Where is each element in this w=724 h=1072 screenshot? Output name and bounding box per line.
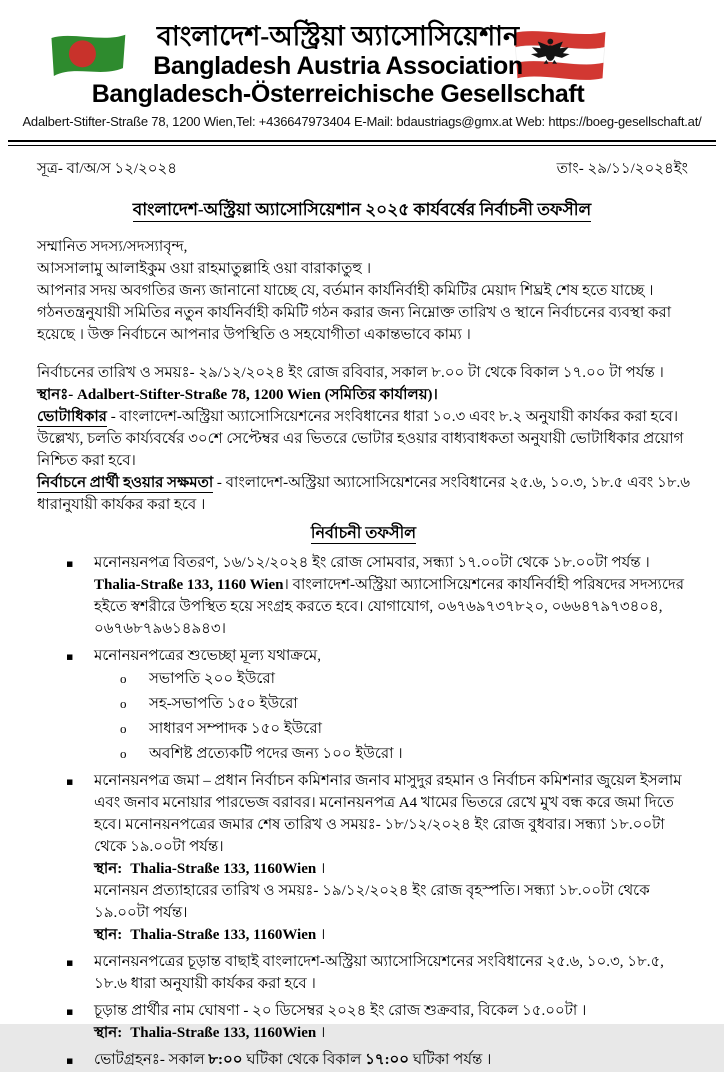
candidacy-text: - বাংলাদেশ-অস্ট্রিয়া অ্যাসোসিয়েশনের সংবিধানের ২৫.৬, ১০.৩, ১৮.৫ এবং ১৮.৬ ধারানুযায়ী কার্যকর করা হবে । bbox=[37, 475, 690, 513]
distribution-text: । বাংলাদেশ-অস্ট্রিয়া অ্যাসোসিয়েশনের কার্যনির্বাহী পরিষদের সদস্যদের হইতে স্বশরীরে উপস্থিত হয়ে সংগ্রহ করতে হবে। যোগাযোগ, ০৬৭৬৯৭৩৭৮২০, ০৬৬৪৭৯৭৩৪০৪, ০৬৭৬৮৭৯৬১৪৯৪৩। bbox=[94, 577, 685, 637]
reference-number: সূত্র- বা/অ/স ১২/২০২৪ bbox=[37, 161, 178, 177]
list-item-fees bbox=[64, 645, 690, 765]
announcement-text: ▪ চূড়ান্ত প্রার্থীর নাম ঘোষণা - ২০ ডিসেম্বর ২০২৪ ইং রোজ শুক্রবার, বিকেল ১৫.০০টা । bbox=[94, 1003, 587, 1019]
org-title-english: Bangladesh Austria Association bbox=[153, 52, 523, 80]
venue-address: Adalbert-Stifter-Straße 78, 1200 Wien bbox=[76, 387, 321, 403]
election-datetime: নির্বাচনের তারিখ ও সময়ঃ- ২৯/১২/২০২৪ ইং রোজ রবিবার, সকাল ৮.০০ টা থেকে বিকাল ১৭.০০ টা পর্যন্ত । bbox=[37, 365, 664, 381]
voting-rights-label: ভোটাধিকার bbox=[37, 409, 107, 425]
submission-venue: স্থান: Thalia-Straße 133, 1160Wien । bbox=[94, 861, 326, 877]
scrutiny-text: ▪ মনোনয়নপত্রের চূড়ান্ত বাছাই বাংলাদেশ-অস্ট্রিয়া অ্যাসোসিয়েশনের সংবিধানের ২৫.৬, ১০.৩, ১৮.৫, ১৮.৬ ধারা অনুযায়ী কার্যকর করা হবে । bbox=[94, 954, 664, 992]
schedule-heading: নির্বাচনী তফসীল bbox=[310, 525, 417, 542]
fees-sublist bbox=[94, 668, 690, 765]
polling-start-time: ৮:০০ bbox=[208, 1052, 243, 1068]
list-item-submission bbox=[64, 770, 690, 946]
schedule-list bbox=[37, 552, 690, 1071]
list-item-distribution bbox=[64, 552, 690, 640]
letterhead-divider bbox=[8, 140, 716, 146]
meta-row bbox=[0, 150, 724, 180]
list-item-scrutiny bbox=[64, 951, 690, 995]
org-address-line: Adalbert-Stifter-Straße 78, 1200 Wien,Tel: +436647973404 E-Mail: bdaustriags@gmx.at Web: https://boeg-gesellschaft.at/ bbox=[22, 114, 702, 129]
letterhead bbox=[0, 0, 724, 150]
fees-intro: ▪ মনোনয়নপত্রের শুভেচ্ছা মূল্য যথাক্রমে, bbox=[94, 648, 322, 664]
voting-rights-text: - বাংলাদেশ-অস্ট্রিয়া অ্যাসোসিয়েশনের সংবিধানের ধারা ১০.৩ এবং ৮.২ অনুযায়ী কার্যকর করা হবে। উল্লেখ্য, চলতি কার্য্যবর্ষের ৩০শে সেপ্টেম্বর এর ভিতরে ভোটার হওয়ার বাধ্যবাধকতা অনুযায়ী ভোটাধিকার প্রয়োগ নিশ্চিত করা হবে। bbox=[37, 409, 684, 469]
salutation: সম্মানিত সদস্য/সদস্যাবৃন্দ, bbox=[37, 239, 188, 255]
venue-label: স্থানঃ- bbox=[37, 387, 74, 403]
submission-text: ▪ মনোনয়নপত্র জমা – প্রধান নির্বাচন কমিশনার জনাব মাসুদুর রহমান ও নির্বাচন কমিশনার জুয়েল ইসলাম এবং জনাব মনোয়ার পারভেজ বরাবর। মনোনয়নপত্র A4 খামের ভিতরে রেখে মুখ বন্ধ করে জমা দিতে হবে। মনোনয়নপত্রের জমার শেষ তারিখ ও সময়ঃ- ১৮/১২/২০২৪ ইং রোজ বুধবার। সন্ধ্যা ১৮.০০টা থেকে ১৯.০০টা পর্যন্ত। bbox=[94, 773, 682, 855]
withdrawal-venue: স্থান: Thalia-Straße 133, 1160Wien । bbox=[94, 927, 326, 943]
document-title: বাংলাদেশ-অস্ট্রিয়া অ্যাসোসিয়েশান ২০২৫ কার্যবর্ষের নির্বাচনী তফসীল bbox=[0, 198, 724, 222]
letter-body bbox=[0, 236, 724, 1071]
letter-date: তাং- ২৯/১১/২০২৪ইং bbox=[556, 161, 688, 177]
announcement-venue: স্থান: Thalia-Straße 133, 1160Wien । bbox=[94, 1025, 326, 1041]
intro-paragraph: আপনার সদয় অবগতির জন্য জানানো যাচ্ছে যে, বর্তমান কার্যনির্বাহী কমিটির মেয়াদ শিঘ্রই শেষ হতে যাচ্ছে । গঠনতন্ত্রনুযায়ী সমিতির নতুন কার্যনির্বাহী কমিটি গঠন করার জন্য নিম্নোক্ত তারিখ ও স্থানে নির্বাচনের ব্যবস্থা করা হয়েছে । উক্ত নির্বাচনে আপনার উপস্থিতি ও সহযোগীতা একান্তভাবে কাম্য । bbox=[37, 283, 672, 343]
candidacy-label: নির্বাচনে প্রার্থী হওয়ার সক্ষমতা bbox=[37, 475, 214, 491]
spacer bbox=[37, 346, 690, 362]
list-item: o সভাপতি ২০০ ইউরো bbox=[120, 668, 690, 690]
candidacy bbox=[37, 472, 690, 516]
distribution-line2 bbox=[94, 574, 690, 640]
org-title-german: Bangladesch-Österreichische Gesellschaft bbox=[91, 80, 585, 108]
org-title-bengali: বাংলাদেশ-অস্ট্রিয়া অ্যাসোসিয়েশান bbox=[156, 21, 520, 51]
withdrawal-text: মনোনয়ন প্রত্যাহারের তারিখ ও সময়ঃ- ১৯/১২/২০২৪ ইং রোজ বৃহস্পতি। সন্ধ্যা ১৮.০০টা থেকে ১৯.০০টা পর্যন্ত। bbox=[94, 883, 650, 921]
distribution-address: Thalia-Straße 133, 1160 Wien bbox=[94, 577, 284, 593]
voting-rights bbox=[37, 406, 690, 472]
polling-text: ▪ ভোটগ্রহনঃ- সকাল ৮:০০ ঘটিকা থেকে বিকাল ১৭:০০ ঘটিকা পর্যন্ত । bbox=[94, 1052, 492, 1068]
list-item: o অবশিষ্ট প্রত্যেকটি পদের জন্য ১০০ ইউরো । bbox=[120, 743, 690, 765]
list-item: o সহ-সভাপতি ১৫০ ইউরো bbox=[120, 693, 690, 715]
distribution-line1: ▪ মনোনয়নপত্র বিতরণ, ১৬/১২/২০২৪ ইং রোজ সোমবার, সন্ধ্যা ১৭.০০টা থেকে ১৮.০০টা পর্যন্ত । bbox=[94, 555, 650, 571]
election-venue bbox=[37, 384, 690, 406]
greeting: আসসালামু আলাইকুম ওয়া রাহমাতুল্লাহি ওয়া বারাকাতুহু । bbox=[37, 261, 372, 277]
list-item-announcement bbox=[64, 1000, 690, 1044]
list-item-polling bbox=[64, 1049, 690, 1071]
polling-end-time: ১৭:০০ bbox=[365, 1052, 410, 1068]
list-item: o সাধারণ সম্পাদক ১৫০ ইউরো bbox=[120, 718, 690, 740]
venue-suffix: (সমিতির কার্যালয়)। bbox=[324, 387, 438, 403]
letterhead-text bbox=[0, 0, 724, 129]
